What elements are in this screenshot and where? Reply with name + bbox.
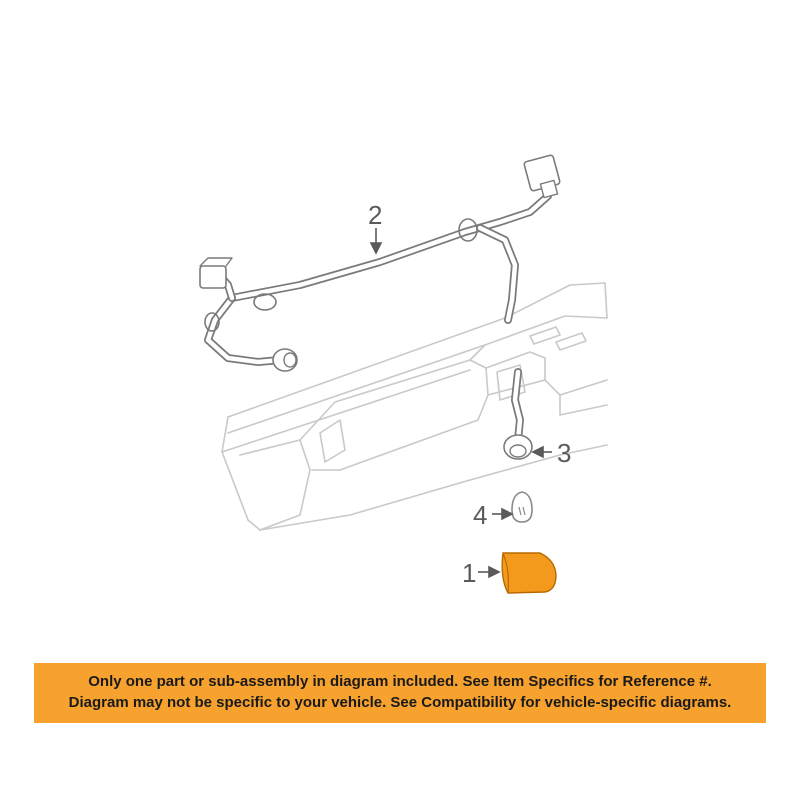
bulb (512, 492, 532, 522)
callout-4: 4 (473, 500, 488, 530)
notice-line-2: Diagram may not be specific to your vehicle. See Compatibility for vehicle-specific diagrams. (68, 694, 732, 711)
notice-banner (34, 663, 766, 723)
notice-line-1: Only one part or sub-assembly in diagram included. See Item Specifics for Reference #. (88, 673, 712, 690)
lamp-lens-highlighted (502, 553, 556, 593)
callout-3: 3 (557, 438, 572, 468)
wiring-harness (200, 155, 560, 371)
callout-leaders (371, 228, 552, 577)
callout-2: 2 (368, 200, 383, 230)
bumper-outline (222, 283, 607, 530)
callout-1: 1 (462, 558, 477, 588)
